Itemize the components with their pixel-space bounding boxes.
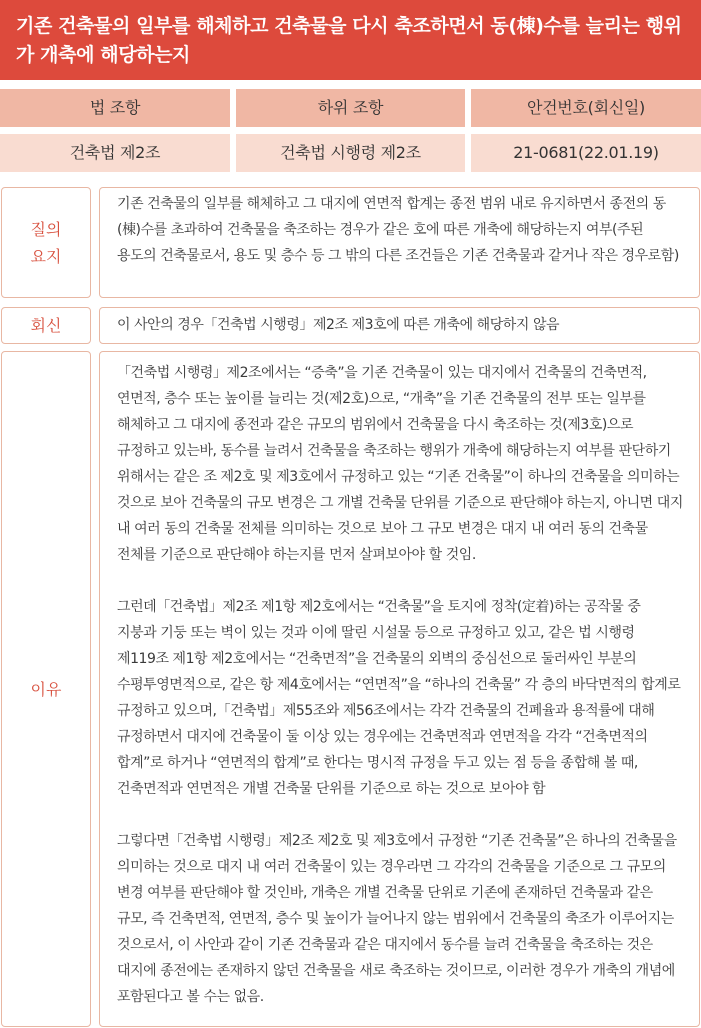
summary-text: 기존 건축물의 일부를 해체하고 그 대지에 연면적 합계는 종전 범위 내로 유지하면서 종전의 동(棟)수를 초과하여 건축물을 축조하는 경우가 같은 호에 따른 개축에 해당하는지 여부(주된 용도의 건축물로서, 용도 및 층수 등 그 밖의 다른 조건들은 기존 건축물과 같거나 작은 경우로함) bbox=[99, 187, 700, 298]
summary-label: 질의 요지 bbox=[1, 187, 91, 298]
page-title: 기존 건축물의 일부를 해체하고 건축물을 다시 축조하면서 동(棟)수를 늘리는 행위가 개축에 해당하는지 bbox=[0, 0, 701, 80]
reason-label: 이유 bbox=[1, 351, 91, 1027]
reason-paragraph-3: 그렇다면「건축법 시행령」제2조 제2호 및 제3호에서 규정한 “기존 건축물”은 하나의 건축물을 의미하는 것으로 대지 내 여러 건축물이 있는 경우라면 그 각각의 건축물을 기준으로 그 규모의 변경 여부를 판단해야 할 것인바, 개축은 개별 건축물 단위로 기존에 존재하던 건축물과 같은 규모, 즉 건축면적, 연면적, 층수 및 높이가 늘어나지 않는 범위에서 건축물의 축조가 이루어지는 것으로서, 이 사안과 같이 기존 건축물과 같은 대지에서 동수를 늘려 건축물을 축조하는 것은 대지에 종전에는 존재하지 않던 건축물을 새로 축조하는 것이므로, 이러한 경우가 개축의 개념에 포함된다고 볼 수는 없음. bbox=[117, 833, 677, 1005]
value-case-number: 21-0681(22.01.19) bbox=[471, 134, 701, 172]
reason-paragraph-1: 「건축법 시행령」제2조에서는 “증축”을 기존 건축물이 있는 대지에서 건축물의 건축면적, 연면적, 층수 또는 높이를 늘리는 것(제2호)으로, “개축”을 기존 건축물의 전부 또는 일부를 해체하고 그 대지에 종전과 같은 규모의 범위에서 건축물을 다시 축조하는 것(제3호)으로 규정하고 있는바, 동수를 늘려서 건축물을 축조하는 행위가 개축에 해당하는지 여부를 판단하기 위해서는 같은 조 제2호 및 제3호에서 규정하고 있는 “기존 건축물”이 하나의 건축물을 의미하는 것으로 보아 건축물의 규모 변경은 그 개별 건축물 단위를 기준으로 판단해야 하는지, 아니면 대지 내 여러 동의 건축물 전체를 의미하는 것으로 보아 그 규모 변경은 대지 내 여러 동의 건축물 전체를 기준으로 판단해야 하는지를 먼저 살펴보아야 할 것임. bbox=[117, 365, 683, 563]
meta-header-row bbox=[0, 89, 701, 127]
meta-value-row bbox=[0, 134, 701, 172]
header-case-number: 안건번호(회신일) bbox=[471, 89, 701, 127]
reason-body bbox=[99, 351, 700, 1027]
answer-text: 이 사안의 경우「건축법 시행령」제2조 제3호에 따른 개축에 해당하지 않음 bbox=[99, 307, 700, 344]
header-sub-article: 하위 조항 bbox=[236, 89, 465, 127]
reason-paragraph-2: 그런데「건축법」제2조 제1항 제2호에서는 “건축물”을 토지에 정착(定着)하는 공작물 중 지붕과 기둥 또는 벽이 있는 것과 이에 딸린 시설물 등으로 규정하고 있고, 같은 법 시행령 제119조 제1항 제2호에서는 “건축면적”을 건축물의 외벽의 중심선으로 둘러싸인 부분의 수평투영면적으로, 같은 항 제4호에서는 “연면적”을 “하나의 건축물” 각 층의 바닥면적의 합계로 규정하고 있으며,「건축법」제55조와 제56조에서는 각각 건축물의 건폐율과 용적률에 대해 규정하면서 대지에 건축물이 둘 이상 있는 경우에는 건축면적과 연면적을 각각 “건축면적의 합계”로 하거나 “연면적의 합계”로 한다는 명시적 규정을 두고 있는 점 등을 종합해 볼 때, 건축면적과 연면적은 개별 건축물 단위를 기준으로 하는 것으로 보아야 함 bbox=[117, 599, 681, 797]
value-sub-article: 건축법 시행령 제2조 bbox=[236, 134, 465, 172]
header-law-article: 법 조항 bbox=[0, 89, 230, 127]
answer-label: 회신 bbox=[1, 307, 91, 344]
value-law-article: 건축법 제2조 bbox=[0, 134, 230, 172]
